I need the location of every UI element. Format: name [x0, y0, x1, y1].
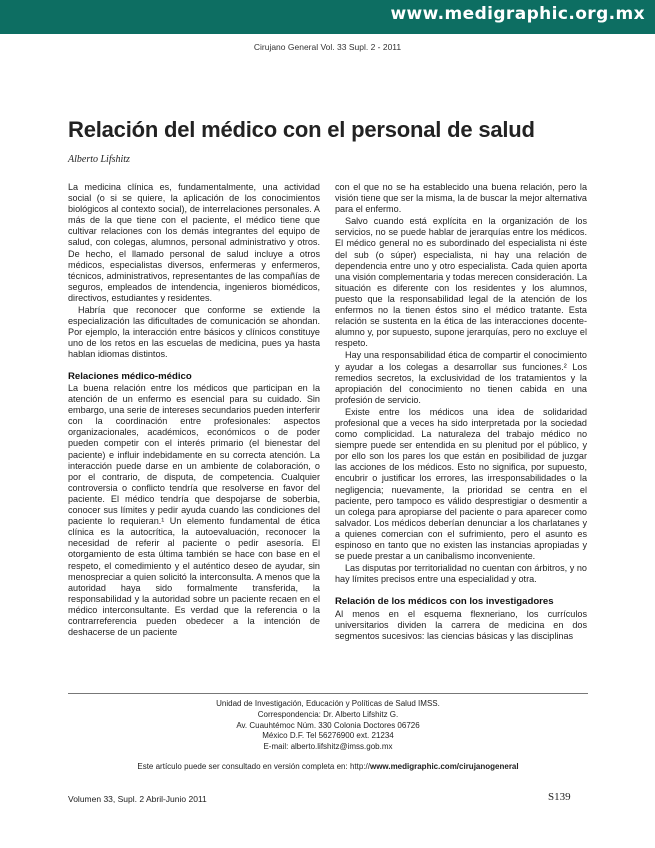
paragraph: La medicina clínica es, fundamentalmente, una actividad social (o si se quiere, la aplicación de los conocimientos biológicos al contexto social), de interrelaciones personales. A más de la que tiene con el paciente, el médico tiene que cultivar relaciones con los demás integrantes del equipo de salud, con colegas, alumnos, personal administrativo y otros. De hecho, el llamado personal de salud incluye a otros médicos, especialistas diversos, enfermeras y enfermeros, técnicos, administrativos, representantes de las compañías de seguros, empleados de intendencia, ingenieros biomédicos, directivos, estudiantes y residentes.: [68, 182, 320, 303]
paragraph: Habría que reconocer que conforme se extiende la especialización las dificultades de comunicación se ahondan. Por ejemplo, la interacción entre básicos y clínicos constituye uno de los retos en las escuelas de medicina, pues ya hasta hablan idiomas distintos.: [68, 305, 320, 360]
text-column-right: [335, 182, 587, 668]
email-line: E-mail: alberto.lifshitz@imss.gob.mx: [263, 742, 393, 752]
paragraph: con el que no se ha establecido una buena relación, pero la visión tiene que ser la misma, la de buscar la mejor alternativa para el enfermo.: [335, 182, 587, 215]
paragraph: Al menos en el esquema flexneriano, los currículos universitarios dividen la carrera de medicina en dos segmentos sucesivos: las ciencias básicas y las disciplinas: [335, 608, 587, 642]
address-line: Av. Cuauhtémoc Núm. 330 Colonia Doctores 06726: [236, 720, 420, 730]
paragraph: Hay una responsabilidad ética de compartir el conocimiento y ayudar a los colegas a desarrollar sus funciones.² Los remedios secretos, la exclusividad de los tratamientos y la apropiación del conocimiento no tienen cabida en una profesión de servicio.: [335, 350, 587, 405]
section-heading: Relaciones médico-médico: [68, 370, 192, 382]
paragraph: Las disputas por territorialidad no cuentan con árbitros, y no hay límites precisos entre una especialidad y otra.: [335, 563, 587, 585]
affiliation-block: [68, 699, 588, 753]
site-banner: [0, 0, 655, 34]
page-number: S139: [548, 791, 571, 803]
text-column-left: [68, 182, 320, 668]
section-heading: Relación de los médicos con los investigadores: [335, 596, 554, 608]
paragraph: La buena relación entre los médicos que participan en la atención de un enfermo es esencial para su cuidado. Sin embargo, una serie de intereses secundarios pueden interferir con la coordinación entre profesionales: aspectos organizacionales, académicos, económicos o de poder pueden competir con el interés primario (el bienestar del paciente) e influir indebidamente en su correcta atención. La interacción puede darse en un ambiente de colaboración, o por el contrario, de disputa, de competencia. Cualquier controversia o conflicto tendría que resolverse en favor del paciente. El médico tendría que despojarse de soberbia, conocer sus límites y pedir ayuda cuando las condiciones del paciente lo requieran.¹ Un elemento fundamental de ética clínica es la autocrítica, la autoevaluación, reconocer la necesidad de referir al paciente o pedir asesoría. El otorgamiento de esta última también se hace con base en el respeto, el comedimiento y el auténtico deseo de ayudar, sin menospreciar a quien solicitó la interconsulta. A menos que la autoridad haya sido formalmente transferida, la responsabilidad y la autoridad sobre un paciente recaen en el médico interconsultante. Es verdad que la referencia o la contrarreferencia pueden obedecer a la intención de deshacerse de un paciente: [68, 383, 320, 638]
footnote-divider: [68, 693, 588, 694]
affiliation-line: Unidad de Investigación, Educación y Políticas de Salud IMSS.: [216, 699, 440, 708]
consult-link[interactable]: www.medigraphic.com/cirujanogeneral: [369, 762, 519, 771]
article-author: Alberto Lifshitz: [68, 154, 130, 165]
consult-text: Este artículo puede ser consultado en versión completa en: http://: [137, 762, 370, 771]
paragraph: Salvo cuando está explícita en la organización de los servicios, no se puede hablar de jerarquías entre los médicos. El médico general no es subordinado del especialista ni éste del sub (o súper) especialista, ni hay una relación de dependencia entre uno y otro especialista. Cada quien aporta una visión complementaria y todas merecen consideración. La situación es diferente con los residentes y los alumnos, puesto que la responsabilidad legal de la atención de los enfermos no la tienen éstos sino el médico tratante. Esta relación se sustenta en la ética de las interacciones docente-alumno y, por supuesto, supone jerarquías, pero no excluye el respeto.: [335, 216, 587, 349]
consult-note: [68, 762, 588, 771]
footer-volume: Volumen 33, Supl. 2 Abril-Junio 2011: [68, 794, 207, 804]
correspondence-line: Correspondencia: Dr. Alberto Lifshitz G.: [257, 709, 399, 719]
city-phone-line: México D.F. Tel 56276900 ext. 21234: [262, 731, 394, 741]
site-url-link[interactable]: www.medigraphic.org.mx: [390, 4, 645, 24]
paragraph: Existe entre los médicos una idea de solidaridad profesional que a veces ha sido interpretada por la sociedad como complicidad. La naturaleza del trabajo médico no siempre puede ser entendida en su plenitud por el público, y por ello son los pares los que están en posibilidad de juzgar las acciones de los médicos. Esto no significa, por supuesto, encubrir o justificar los errores, las irresponsabilidades o la negligencia; nuevamente, la prioridad se centra en el paciente, pero tampoco es válido desprestigiar o desmentir a un colega para apropiarse del paciente o para aparecer como salvador. Los médicos deberían denunciar a los charlatanes y a quienes comercian con el sufrimiento, pero el asunto es espinoso en tanto que no existen las instancias apropiadas y se puede prestar a un canibalismo inconveniente.: [335, 406, 587, 562]
article-title: Relación del médico con el personal de salud: [68, 117, 535, 142]
journal-header: Cirujano General Vol. 33 Supl. 2 - 2011: [253, 42, 402, 52]
